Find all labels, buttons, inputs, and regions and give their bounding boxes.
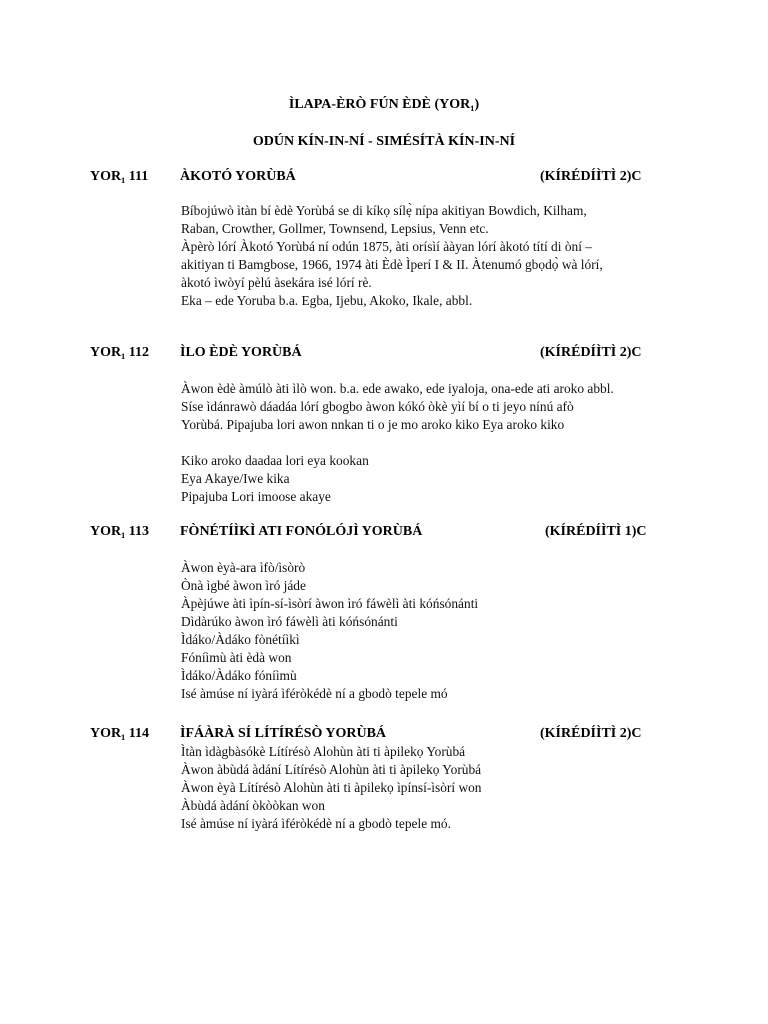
course-description bbox=[181, 380, 701, 506]
description-line: àkotó ìwòyí pèlú àsekára isé lórí rè. bbox=[181, 275, 372, 290]
course-credit: (KÍRÉDÍÌTÌ 1)C bbox=[545, 524, 647, 539]
description-line: Àbùdá àdání òkòòkan won bbox=[181, 798, 325, 813]
description-line: Ìtàn ìdàgbàsókè Lítírésò Alohùn àti ti àpilekọ Yorùbá bbox=[181, 744, 466, 759]
description-line: Bíbojúwò ìtàn bí èdè Yorùbá se di kíkọ sílẹ̀ nípa akitiyan Bowdich, Kilham, bbox=[181, 203, 587, 218]
description-line: Raban, Crowther, Gollmer, Townsend, Lepsius, Venn etc. bbox=[181, 221, 489, 236]
description-line: Eya Akaye/Iwe kika bbox=[181, 471, 290, 486]
description-line: Àpèrò lórí Àkotó Yorùbá ní odún 1875, àti orísìí ààyan lórí àkotó títí di òní – bbox=[181, 239, 592, 254]
course-code: YOR₁ 114 bbox=[90, 726, 150, 741]
description-line: Ònà ìgbé àwon ìró jáde bbox=[181, 578, 306, 593]
description-line: Fóníìmù àti èdà won bbox=[181, 650, 292, 665]
description-line: Àwon èdè àmúlò àti ìlò won. b.a. ede awako, ede iyaloja, ona-ede ati aroko abbl. bbox=[181, 381, 614, 396]
course-code: YOR₁ 111 bbox=[90, 169, 149, 184]
description-line: Àwon èyà-ara ìfò/ìsòrò bbox=[181, 560, 306, 575]
page-title: ÌLAPA-ÈRÒ FÚN ÈDÈ (YOR₁) bbox=[288, 97, 480, 112]
course-name: FÒNÉTÍÌKÌ ATI FONÓLÓJÌ YORÙBÁ bbox=[180, 524, 423, 539]
course-name: ÀKOTÓ YORÙBÁ bbox=[180, 169, 296, 184]
course-description bbox=[181, 743, 701, 833]
course-credit: (KÍRÉDÍÌTÌ 2)C bbox=[540, 345, 642, 360]
description-line: Eka – ede Yoruba b.a. Egba, Ijebu, Akoko, Ikale, abbl. bbox=[181, 293, 473, 308]
course-code: YOR₁ 112 bbox=[90, 345, 150, 360]
description-line: Síse ìdánrawò dáadáa lórí gbogbo àwon kókó òkè yìí bí o ti jeyo nínú afò bbox=[181, 399, 574, 414]
paragraph-gap bbox=[181, 434, 701, 452]
description-line: Àwon èyà Lítírésò Alohùn àti ti àpilekọ ìpínsí-ìsòrí won bbox=[181, 780, 482, 795]
description-line: akitiyan ti Bamgbose, 1966, 1974 àti Èdè Ìperí I & II. Àtenumó gbọdọ̀ wà lórí, bbox=[181, 257, 603, 272]
description-line: Pipajuba Lori imoose akaye bbox=[181, 489, 331, 504]
course-credit: (KÍRÉDÍÌTÌ 2)C bbox=[540, 726, 642, 741]
course-name: ÌFÁÀRÀ SÍ LÍTÍRÉSÒ YORÙBÁ bbox=[180, 726, 387, 741]
description-line: Dìdàrúko àwon ìró fáwèlì àti kóńsónánti bbox=[181, 614, 398, 629]
course-code: YOR₁ 113 bbox=[90, 524, 150, 539]
description-line: Isé àmúse ní iyàrá ìféròkédè ní a gbodò tepele mó. bbox=[181, 816, 451, 831]
course-description bbox=[181, 559, 701, 703]
description-line: Ìdáko/Àdáko fóníìmù bbox=[181, 668, 297, 683]
course-description bbox=[181, 202, 701, 310]
course-heading bbox=[0, 524, 768, 544]
description-line: Àpèjúwe àti ìpín-sí-ìsòrí àwon ìró fáwèlì àti kóńsónánti bbox=[181, 596, 479, 611]
description-line: Yorùbá. Pipajuba lori awon nnkan ti o je mo aroko kiko Eya aroko kiko bbox=[181, 417, 565, 432]
description-line: Àwon àbùdá àdání Lítírésò Alohùn àti ti àpilekọ Yorùbá bbox=[181, 762, 482, 777]
page-subtitle: ODÚN KÍN-IN-NÍ - SIMÉSÍTÀ KÍN-IN-NÍ bbox=[252, 134, 516, 149]
course-credit: (KÍRÉDÍÌTÌ 2)C bbox=[540, 169, 642, 184]
course-heading bbox=[0, 169, 768, 189]
description-line: Ìdáko/Àdáko fònétíìkì bbox=[181, 632, 300, 647]
description-line: Kiko aroko daadaa lori eya kookan bbox=[181, 453, 369, 468]
course-name: ÌLO ÈDÈ YORÙBÁ bbox=[180, 345, 302, 360]
description-line: Isé àmúse ní iyàrá ìféròkédè ní a gbodò tepele mó bbox=[181, 686, 448, 701]
course-heading bbox=[0, 345, 768, 365]
